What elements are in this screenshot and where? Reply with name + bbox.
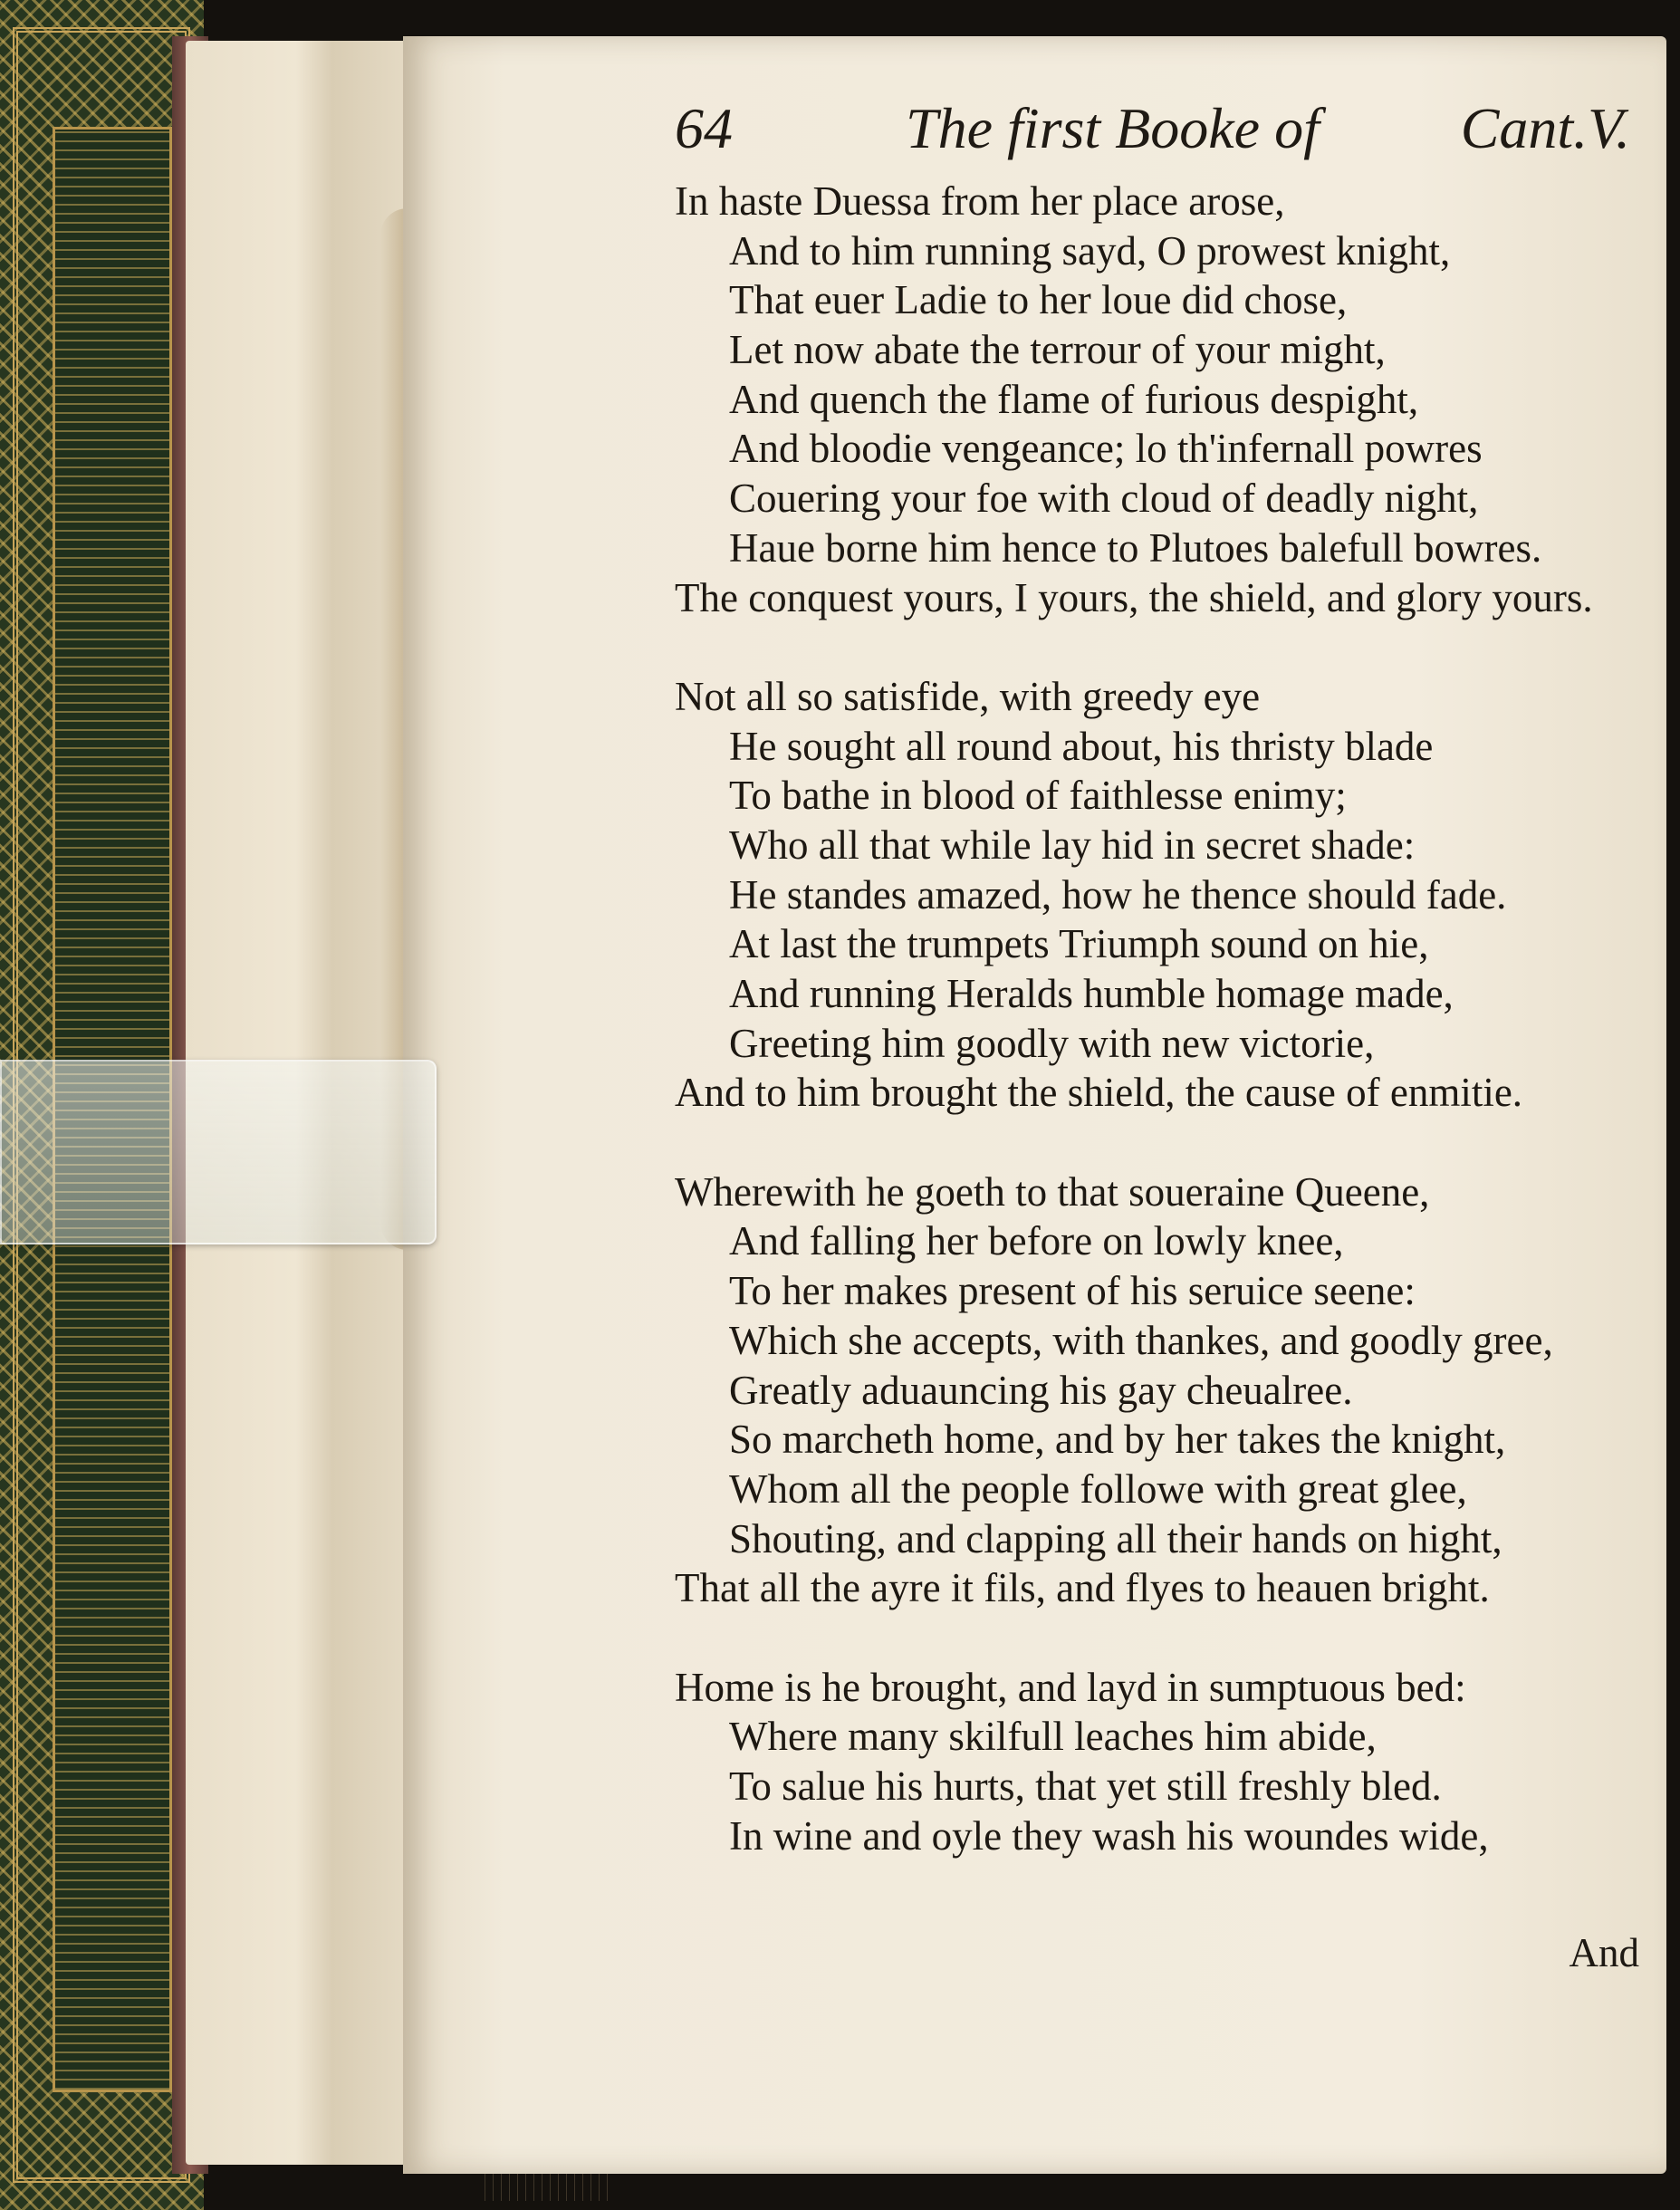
verse-line: Not all so satisfide, with greedy eye <box>675 673 1261 719</box>
running-header <box>675 95 1630 177</box>
verse-line: Shouting, and clapping all their hands on hight, <box>729 1515 1502 1561</box>
verse-line: And bloodie vengeance; lo th'infernall powres <box>729 426 1483 472</box>
verse-line: Whom all the people followe with great glee, <box>729 1465 1467 1512</box>
verse-line: Wherewith he goeth to that soueraine Queene, <box>675 1168 1430 1215</box>
verse-line: Greatly aduauncing his gay cheualree. <box>729 1367 1353 1413</box>
stanza-gap <box>675 1118 1653 1167</box>
verse-line: Home is he brought, and layd in sumptuous bed: <box>675 1664 1466 1710</box>
verse-line: And to him brought the shield, the cause of enmitie. <box>675 1070 1523 1116</box>
verse-line: At last the trumpets Triumph sound on hie, <box>729 921 1429 967</box>
plastic-page-clip <box>0 1060 437 1244</box>
verse-line: And to him running sayd, O prowest knight, <box>729 227 1451 274</box>
running-title: The first Booke of <box>906 96 1320 160</box>
verse-line: And falling her before on lowly knee, <box>729 1218 1344 1264</box>
verse-line: Who all that while lay hid in secret shade: <box>729 822 1416 868</box>
poem-text <box>675 177 1653 1860</box>
verse-line: In haste Duessa from her place arose, <box>675 178 1285 224</box>
verse-line: Haue borne him hence to Plutoes balefull bowres. <box>729 524 1542 571</box>
verse-line: He sought all round about, his thristy blade <box>729 723 1434 769</box>
verse-line: That all the ayre it fils, and flyes to heauen bright. <box>675 1565 1490 1611</box>
verse-line: Greeting him goodly with new victorie, <box>729 1020 1375 1066</box>
verse-line: That euer Ladie to her loue did chose, <box>729 277 1348 323</box>
verse-line: And running Heralds humble homage made, <box>729 971 1454 1016</box>
page-number: 64 <box>675 96 733 160</box>
canto-label: Cant.V. <box>1460 96 1630 160</box>
verse-line: Which she accepts, with thankes, and goodly gree, <box>729 1317 1553 1363</box>
stanza-gap <box>675 1613 1653 1663</box>
verse-line: Couering your foe with cloud of deadly night, <box>729 476 1479 522</box>
verse-line: The conquest yours, I yours, the shield, and glory yours. <box>675 574 1593 620</box>
verse-line: Let now abate the terrour of your might, <box>729 327 1386 373</box>
verse-line: Where many skilfull leaches him abide, <box>729 1714 1377 1760</box>
verse-line: He standes amazed, how he thence should fade. <box>729 871 1507 918</box>
verse-line: In wine and oyle they wash his woundes wide, <box>729 1812 1489 1859</box>
verse-line: To salue his hurts, that yet still freshly bled. <box>729 1763 1442 1809</box>
verse-line: To bathe in blood of faithlesse enimy; <box>729 773 1347 819</box>
verse-line: And quench the flame of furious despight, <box>729 376 1419 422</box>
verse-line: To her makes present of his seruice seene: <box>729 1268 1416 1314</box>
catchword: And <box>1569 1930 1639 1975</box>
stanza-gap <box>675 622 1653 672</box>
verse-line: So marcheth home, and by her takes the knight, <box>729 1417 1506 1463</box>
